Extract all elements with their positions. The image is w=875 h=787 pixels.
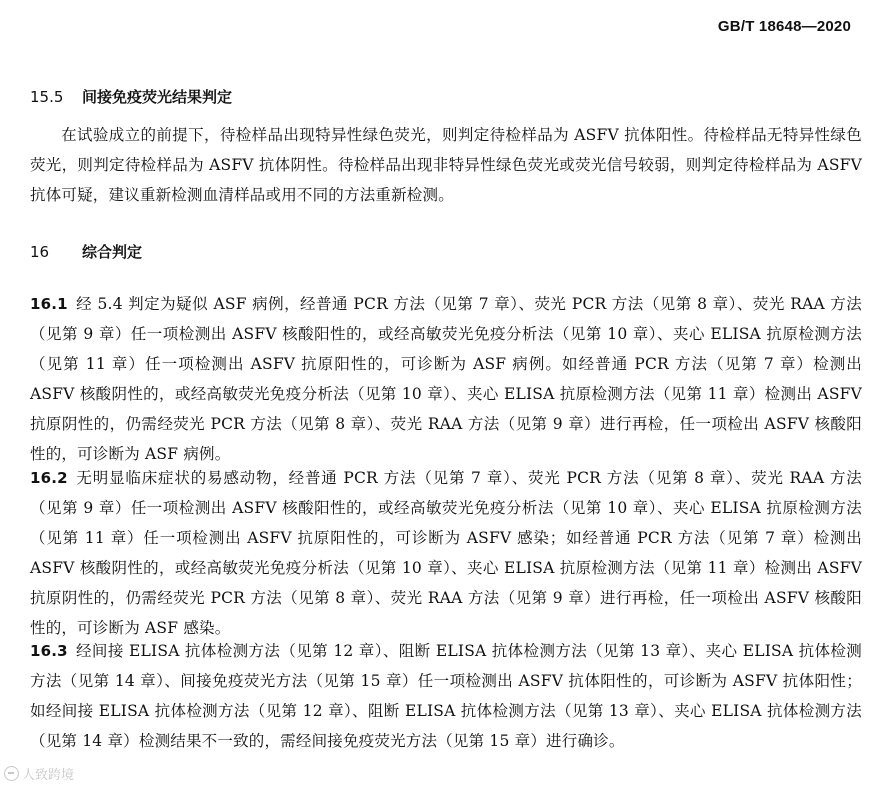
clause-16-3-text: 经间接 ELISA 抗体检测方法（见第 12 章）、阻断 ELISA 抗体检测方法（见第 13 章）、夹心 ELISA 抗体检测方法（见第 14 章）、间接免疫荧光方法（见第 15 章）任一项检测出 ASFV 抗体阳性的，可诊断为 ASFV 抗体阳性；如经间接 ELISA 抗体检测方法（见第 12 章）、阻断 ELISA 抗体检测方法（见第 13 章）、夹心 ELISA 抗体检测方法（见第 14 章）检测结果不一致的，需经间接免疫荧光方法（见第 15 章）进行确诊。 bbox=[30, 642, 862, 750]
section-16-heading bbox=[30, 241, 142, 262]
section-16-number: 16 bbox=[30, 243, 50, 261]
clause-16-2 bbox=[30, 463, 862, 643]
clause-16-3-number: 16.3 bbox=[30, 642, 68, 660]
clause-16-2-text: 无明显临床症状的易感动物，经普通 PCR 方法（见第 7 章）、荧光 PCR 方法（见第 8 章）、荧光 RAA 方法（见第 9 章）任一项检测出 ASFV 核酸阳性的，或经高敏荧光免疫分析法（见第 10 章）、夹心 ELISA 抗原检测方法（见第 11 章）任一项检测出 ASFV 抗原阳性的，可诊断为 ASFV 感染；如经普通 PCR 方法（见第 7 章）检测出 ASFV 核酸阴性的，或经高敏荧光免疫分析法（见第 10 章）、夹心 ELISA 抗原检测方法（见第 11 章）检测出 ASFV 抗原阴性的，仍需经荧光 PCR 方法（见第 8 章）、荧光 RAA 方法（见第 9 章）进行再检，任一项检出 ASFV 核酸阳性的，可诊断为 ASF 感染。 bbox=[30, 469, 862, 637]
section-15-5-paragraph bbox=[30, 120, 862, 210]
section-16-title: 综合判定 bbox=[82, 243, 143, 261]
watermark-text: 人致跨境 bbox=[22, 768, 75, 783]
clause-16-1-text: 经 5.4 判定为疑似 ASF 病例，经普通 PCR 方法（见第 7 章）、荧光 PCR 方法（见第 8 章）、荧光 RAA 方法（见第 9 章）任一项检测出 ASFV 核酸阳性的，或经高敏荧光免疫分析法（见第 10 章）、夹心 ELISA 抗原检测方法（见第 11 章）任一项检测出 ASFV 抗原阳性的，可诊断为 ASF 病例。如经普通 PCR 方法（见第 7 章）检测出 ASFV 核酸阴性的，或经高敏荧光免疫分析法（见第 10 章）、夹心 ELISA 抗原检测方法（见第 11 章）检测出 ASFV 抗原阴性的，仍需经荧光 PCR 方法（见第 8 章）、荧光 RAA 方法（见第 9 章）进行再检，任一项检出 ASFV 核酸阳性的，可诊断为 ASF 病例。 bbox=[30, 295, 862, 463]
clause-16-3 bbox=[30, 636, 862, 756]
section-15-5-title: 间接免疫荧光结果判定 bbox=[82, 88, 233, 106]
clause-16-1-number: 16.1 bbox=[30, 295, 68, 313]
watermark bbox=[4, 764, 74, 783]
section-15-5-number: 15.5 bbox=[30, 88, 64, 106]
standard-number: GB/T 18648—2020 bbox=[717, 18, 851, 35]
section-15-5-text: 在试验成立的前提下，待检样品出现特异性绿色荧光，则判定待检样品为 ASFV 抗体阳性。待检样品无特异性绿色荧光，则判定待检样品为 ASFV 抗体阴性。待检样品出现非特异性绿色荧光或荧光信号较弱，则判定待检样品为 ASFV 抗体可疑，建议重新检测血清样品或用不同的方法重新检测。 bbox=[30, 126, 862, 204]
watermark-logo-icon bbox=[4, 766, 19, 781]
clause-16-2-number: 16.2 bbox=[30, 469, 68, 487]
section-15-5-heading bbox=[30, 86, 232, 107]
clause-16-1 bbox=[30, 289, 862, 469]
